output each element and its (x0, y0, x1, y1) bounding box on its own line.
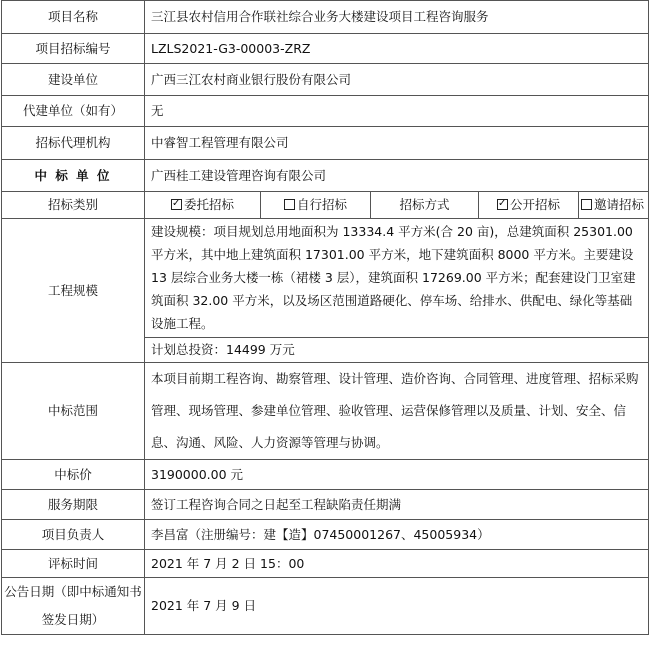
row-price (2, 460, 649, 490)
label-agent-unit: 代建单位（如有） (2, 96, 145, 127)
option-invited-label: 邀请招标 (594, 197, 645, 212)
option-open (479, 192, 579, 219)
value-eval-time: 2021 年 7 月 2 日 15：00 (145, 550, 649, 578)
row-winning-unit (2, 160, 649, 192)
value-investment: 计划总投资：14499 万元 (145, 338, 649, 363)
option-invited (579, 192, 649, 219)
value-project-name: 三江县农村信用合作联社综合业务大楼建设项目工程咨询服务 (145, 1, 649, 34)
value-scope: 本项目前期工程咨询、勘察管理、设计管理、造价咨询、合同管理、进度管理、招标采购管理、现场管理、参建单位管理、验收管理、运营保修管理以及质量、计划、安全、信息、沟通、风险、人力资源等管理与协调。 (145, 363, 649, 460)
value-service-period: 签订工程咨询合同之日起至工程缺陷责任期满 (145, 490, 649, 520)
checkbox-empty-icon (581, 199, 592, 210)
label-bid-number: 项目招标编号 (2, 34, 145, 64)
value-bidding-agency: 中睿智工程管理有限公司 (145, 127, 649, 160)
option-self (261, 192, 371, 219)
checkbox-checked-icon (171, 199, 182, 210)
checkbox-checked-icon (497, 199, 508, 210)
row-eval-time (2, 550, 649, 578)
option-open-label: 公开招标 (509, 197, 560, 212)
row-bid-category (2, 192, 649, 219)
row-construction-unit (2, 64, 649, 96)
label-price: 中标价 (2, 460, 145, 490)
label-scope: 中标范围 (2, 363, 145, 460)
row-service-period (2, 490, 649, 520)
label-manager: 项目负责人 (2, 520, 145, 550)
label-bidding-agency: 招标代理机构 (2, 127, 145, 160)
value-scale: 建设规模：项目规划总用地面积为 13334.4 平方米(合 20 亩)，总建筑面积 25301.00 平方米，其中地上建筑面积 17301.00 平方米，地下建筑面积 8000 平方米。主要建设 13 层综合业务大楼一栋（裙楼 3 层），建筑面积 17269.00 平方米；配套建设门卫室建筑面积 32.00 平方米，以及场区范围道路硬化、停车场、给排水、供配电、绿化等基础设施工程。 (151, 224, 636, 331)
label-announce-date: 公告日期（即中标通知书签发日期） (2, 578, 145, 635)
label-bid-method: 招标方式 (371, 192, 479, 219)
label-service-period: 服务期限 (2, 490, 145, 520)
row-bid-number (2, 34, 649, 64)
option-entrusted (145, 192, 261, 219)
option-entrusted-label: 委托招标 (183, 197, 234, 212)
value-announce-date: 2021 年 7 月 9 日 (145, 578, 649, 635)
bid-result-table (1, 0, 649, 635)
row-bidding-agency (2, 127, 649, 160)
label-winning-unit: 中 标 单 位 (2, 160, 145, 192)
row-scope (2, 363, 649, 460)
value-bid-number: LZLS2021-G3-00003-ZRZ (145, 34, 649, 64)
value-scale-cell (145, 219, 649, 338)
value-agent-unit: 无 (145, 96, 649, 127)
option-self-label: 自行招标 (296, 197, 347, 212)
row-scale (2, 219, 649, 338)
value-price: 3190000.00 元 (145, 460, 649, 490)
row-project-name (2, 1, 649, 34)
label-construction-unit: 建设单位 (2, 64, 145, 96)
label-scale: 工程规模 (2, 219, 145, 363)
row-manager (2, 520, 649, 550)
label-eval-time: 评标时间 (2, 550, 145, 578)
row-agent-unit (2, 96, 649, 127)
checkbox-empty-icon (284, 199, 295, 210)
value-winning-unit: 广西桂工建设管理咨询有限公司 (145, 160, 649, 192)
value-manager: 李昌富（注册编号：建【造】07450001267、45005934） (145, 520, 649, 550)
label-project-name: 项目名称 (2, 1, 145, 34)
row-announce-date (2, 578, 649, 635)
label-bid-category: 招标类别 (2, 192, 145, 219)
value-construction-unit: 广西三江农村商业银行股份有限公司 (145, 64, 649, 96)
